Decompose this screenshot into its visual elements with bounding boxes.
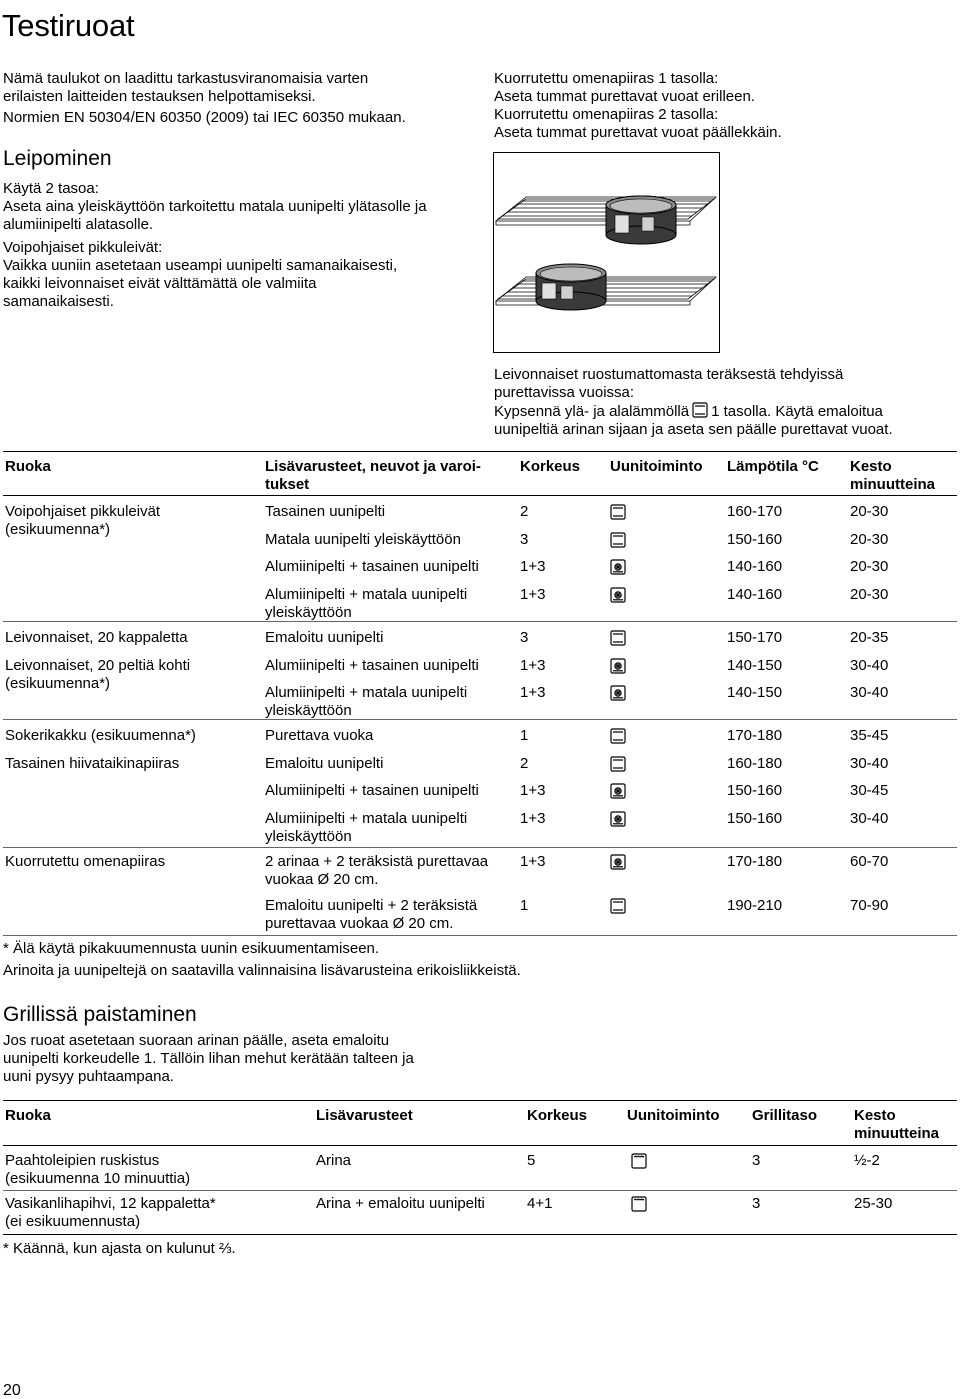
text-line: Aseta tummat purettavat vuoat päällekkäin. xyxy=(494,124,782,141)
table-cell-temp: 160-180 xyxy=(727,755,783,772)
table-cell-food xyxy=(5,755,179,773)
table-cell-accessories: Arina xyxy=(316,1152,352,1169)
cell-line: Paahtoleipien ruskistus xyxy=(5,1152,160,1169)
table-cell-time: 30-40 xyxy=(850,755,889,772)
table-rule xyxy=(3,495,957,496)
table-cell-height: 1 xyxy=(520,727,529,744)
table-cell-time: 20-30 xyxy=(850,531,889,548)
table-cell-food xyxy=(5,1195,216,1231)
cell-line: yleiskäyttöön xyxy=(265,604,352,621)
intro-line: Normien EN 50304/EN 60350 (2009) tai IEC 60350 mukaan. xyxy=(3,109,406,126)
grill-paragraph xyxy=(3,1032,483,1086)
header-line: Kesto xyxy=(854,1107,896,1124)
table-cell-accessories xyxy=(265,727,373,745)
baking-table xyxy=(3,451,957,936)
intro-line: erilaisten laitteiden testauksen helpottamiseksi. xyxy=(3,88,316,105)
table-cell-accessories xyxy=(265,586,467,622)
table-cell-accessories: Arina + emaloitu uunipelti xyxy=(316,1195,485,1212)
table-cell-food xyxy=(5,1152,190,1188)
table-cell-height: 1+3 xyxy=(520,657,546,674)
col-header-height: Korkeus xyxy=(520,458,581,475)
text-line: uuni pysyy puhtaampana. xyxy=(3,1068,174,1085)
table-cell-temp: 190-210 xyxy=(727,897,783,914)
header-line: tukset xyxy=(265,476,310,493)
table-rule xyxy=(3,1190,957,1191)
table-footnote: * Älä käytä pikakuumennusta uunin esikuumentamiseen. xyxy=(3,940,380,957)
cell-line: Tasainen hiivataikinapiiras xyxy=(5,755,180,772)
cell-line: yleiskäyttöön xyxy=(265,702,352,719)
table-cell-food xyxy=(5,629,188,647)
table-rule xyxy=(3,621,957,622)
table-cell-accessories xyxy=(265,503,385,521)
table-cell-height: 5 xyxy=(527,1152,536,1169)
page-title: Testiruoat xyxy=(2,8,135,43)
col-header-food: Ruoka xyxy=(5,458,51,475)
text-line: Aseta tummat purettavat vuoat erilleen. xyxy=(494,88,755,105)
table-cell-temp: 150-160 xyxy=(727,531,783,548)
cell-line: Tasainen uunipelti xyxy=(265,503,386,520)
cell-line: (esikuumenna*) xyxy=(5,675,111,692)
baking-paragraph-1 xyxy=(3,180,478,234)
table-cell-accessories xyxy=(265,531,461,549)
rack-drawing xyxy=(494,153,719,352)
table-cell-time: 30-40 xyxy=(850,684,889,701)
top-bottom-heat-icon xyxy=(610,532,626,548)
table-cell-accessories xyxy=(265,558,479,576)
springform-pan-upper xyxy=(606,196,676,244)
text-line: Vaikka uuniin asetetaan useampi uunipelti samanaikaisesti, xyxy=(3,257,398,274)
text-line xyxy=(494,402,954,421)
table-cell-accessories xyxy=(265,684,467,720)
text-line: uunipeltiä arinan sijaan ja aseta sen päälle purettavat vuoat. xyxy=(494,421,893,438)
col-header-grill-level: Grillitaso xyxy=(752,1107,818,1124)
cell-line: Alumiinipelti + tasainen uunipelti xyxy=(265,657,479,674)
cell-line: 2 arinaa + 2 teräksistä purettavaa xyxy=(265,853,489,870)
col-header-food: Ruoka xyxy=(5,1107,51,1124)
intro-line: Nämä taulukot on laadittu tarkastusviranomaisia varten xyxy=(3,70,369,87)
table-cell-mode xyxy=(610,898,625,913)
text-line: Aseta aina yleiskäyttöön tarkoitettu matala uunipelti ylätasolle ja xyxy=(3,198,427,215)
table-rule xyxy=(3,451,957,452)
table-footnote: Arinoita ja uunipeltejä on saatavilla valinnaisina lisävarusteina erikoisliikkeistä. xyxy=(3,962,521,979)
table-rule xyxy=(3,719,957,720)
table-cell-temp: 160-170 xyxy=(727,503,783,520)
text-line: alumiinipelti alatasolle. xyxy=(3,216,154,233)
cell-line: Emaloitu uunipelti xyxy=(265,629,384,646)
top-bottom-heat-icon xyxy=(610,756,626,772)
top-bottom-heat-icon xyxy=(610,728,626,744)
table-cell-time: 30-45 xyxy=(850,782,889,799)
col-header-height: Korkeus xyxy=(527,1107,588,1124)
table-cell-height: 1+3 xyxy=(520,853,546,870)
table-cell-height: 1+3 xyxy=(520,558,546,575)
col-header-temp: Lämpötila °C xyxy=(727,458,819,475)
table-cell-height: 1+3 xyxy=(520,782,546,799)
table-cell-time: 70-90 xyxy=(850,897,889,914)
hot-air-icon xyxy=(610,783,626,799)
cell-line: purettavaa vuokaa Ø 20 cm. xyxy=(265,915,454,932)
header-line: minuutteina xyxy=(854,1125,939,1142)
cell-line: Emaloitu uunipelti + 2 teräksistä xyxy=(265,897,478,914)
page-number: 20 xyxy=(3,1382,21,1399)
cell-line: Sokerikakku (esikuumenna*) xyxy=(5,727,196,744)
table-cell-height: 1 xyxy=(520,897,529,914)
table-cell-temp: 140-160 xyxy=(727,558,783,575)
table-cell-height: 3 xyxy=(520,531,529,548)
table-rule xyxy=(3,1234,957,1235)
table-cell-temp: 140-160 xyxy=(727,586,783,603)
cell-line: Alumiinipelti + matala uunipelti xyxy=(265,586,468,603)
oven-racks-illustration xyxy=(493,152,720,353)
text-line: Käytä 2 tasoa: xyxy=(3,180,99,197)
table-cell-time: 20-30 xyxy=(850,558,889,575)
section-heading-baking: Leipominen xyxy=(3,147,112,170)
header-line: Lisävarusteet, neuvot ja varoi- xyxy=(265,458,481,475)
table-cell-temp: 170-180 xyxy=(727,853,783,870)
table-cell-mode xyxy=(631,1196,646,1211)
cell-line: Voipohjaiset pikkuleivät xyxy=(5,503,161,520)
hot-air-icon xyxy=(610,559,626,575)
text-line: Jos ruoat asetetaan suoraan arinan päälle, aseta emaloitu xyxy=(3,1032,390,1049)
table-cell-time: 20-30 xyxy=(850,586,889,603)
table-cell-height: 1+3 xyxy=(520,684,546,701)
table-cell-mode xyxy=(610,532,625,547)
table-cell-accessories xyxy=(265,897,477,933)
table-cell-mode xyxy=(610,559,625,574)
baking-paragraph-2 xyxy=(3,239,478,311)
text-line: purettavissa vuoissa: xyxy=(494,384,635,401)
top-bottom-heat-icon xyxy=(692,402,708,418)
table-cell-mode xyxy=(610,783,625,798)
table-cell-temp: 150-170 xyxy=(727,629,783,646)
table-cell-temp: 150-160 xyxy=(727,782,783,799)
table-rule xyxy=(3,847,957,848)
cell-line: Alumiinipelti + matala uunipelti xyxy=(265,684,468,701)
table-cell-height: 3 xyxy=(520,629,529,646)
text-line: samanaikaisesti. xyxy=(3,293,114,310)
cell-line: Purettava vuoka xyxy=(265,727,374,744)
table-cell-time: ½-2 xyxy=(854,1152,880,1169)
table-cell-food xyxy=(5,727,196,745)
grill-table xyxy=(3,1100,957,1240)
table-cell-time: 60-70 xyxy=(850,853,889,870)
table-cell-height: 1+3 xyxy=(520,810,546,827)
top-bottom-heat-icon xyxy=(610,898,626,914)
cell-line: Alumiinipelti + matala uunipelti xyxy=(265,810,468,827)
top-bottom-heat-icon xyxy=(610,630,626,646)
cell-line: Leivonnaiset, 20 kappaletta xyxy=(5,629,188,646)
springform-pan-lower xyxy=(536,264,606,310)
hot-air-icon xyxy=(610,587,626,603)
cell-line: Vasikanlihapihvi, 12 kappaletta* xyxy=(5,1195,216,1212)
table-cell-height: 2 xyxy=(520,755,529,772)
table-rule xyxy=(3,1100,957,1101)
table-cell-temp: 170-180 xyxy=(727,727,783,744)
grill-footnote: * Käännä, kun ajasta on kulunut ⅔. xyxy=(3,1240,236,1257)
col-header-time xyxy=(850,458,935,494)
table-cell-time: 25-30 xyxy=(854,1195,893,1212)
table-cell-mode xyxy=(631,1153,646,1168)
cell-line: vuokaa Ø 20 cm. xyxy=(265,871,379,888)
text-line: kaikki leivonnaiset eivät välttämättä ole valmiita xyxy=(3,275,317,292)
springform-note xyxy=(494,366,954,439)
text-fragment: 1 tasolla. Käytä emaloitua xyxy=(711,403,883,420)
table-rule xyxy=(3,935,957,936)
table-cell-temp: 140-150 xyxy=(727,657,783,674)
cell-line: yleiskäyttöön xyxy=(265,828,352,845)
hot-air-icon xyxy=(610,658,626,674)
text-line: Voipohjaiset pikkuleivät: xyxy=(3,239,163,256)
table-cell-accessories xyxy=(265,810,467,846)
table-cell-accessories xyxy=(265,657,479,675)
table-cell-time: 30-40 xyxy=(850,810,889,827)
apple-pie-instructions xyxy=(494,70,954,142)
table-cell-mode xyxy=(610,728,625,743)
table-cell-time: 35-45 xyxy=(850,727,889,744)
cell-line: (esikuumenna 10 minuuttia) xyxy=(5,1170,191,1187)
text-line: uunipelti korkeudelle 1. Tällöin lihan mehut kerätään talteen ja xyxy=(3,1050,414,1067)
table-cell-temp: 140-150 xyxy=(727,684,783,701)
text-line: Kuorrutettu omenapiiras 1 tasolla: xyxy=(494,70,719,87)
table-cell-mode xyxy=(610,504,625,519)
text-fragment: Kypsennä ylä- ja alalämmöllä xyxy=(494,403,690,420)
cell-line: Alumiinipelti + tasainen uunipelti xyxy=(265,558,479,575)
table-cell-time: 30-40 xyxy=(850,657,889,674)
table-cell-height: 1+3 xyxy=(520,586,546,603)
text-line: Kuorrutettu omenapiiras 2 tasolla: xyxy=(494,106,719,123)
table-rule xyxy=(3,1145,957,1146)
table-cell-height: 2 xyxy=(520,503,529,520)
intro-text xyxy=(3,70,473,127)
table-cell-mode xyxy=(610,587,625,602)
cell-line: (esikuumenna*) xyxy=(5,521,111,538)
table-cell-mode xyxy=(610,685,625,700)
table-cell-mode xyxy=(610,658,625,673)
grill-icon xyxy=(631,1153,647,1169)
hot-air-icon xyxy=(610,854,626,870)
table-cell-accessories xyxy=(265,629,383,647)
table-cell-time: 20-30 xyxy=(850,503,889,520)
table-cell-accessories xyxy=(265,853,488,889)
header-line: Kesto xyxy=(850,458,892,475)
cell-line: Kuorrutettu omenapiiras xyxy=(5,853,166,870)
hot-air-icon xyxy=(610,685,626,701)
table-cell-mode xyxy=(610,756,625,771)
table-cell-food xyxy=(5,853,165,871)
cell-line: Leivonnaiset, 20 peltiä kohti xyxy=(5,657,191,674)
col-header-mode: Uunitoiminto xyxy=(610,458,703,475)
col-header-accessories xyxy=(265,458,481,494)
table-cell-food xyxy=(5,503,160,539)
cell-line: Alumiinipelti + tasainen uunipelti xyxy=(265,782,479,799)
header-line: minuutteina xyxy=(850,476,935,493)
table-cell-mode xyxy=(610,630,625,645)
grill-icon xyxy=(631,1196,647,1212)
table-cell-grill-level: 3 xyxy=(752,1152,761,1169)
hot-air-icon xyxy=(610,811,626,827)
table-cell-accessories xyxy=(265,782,479,800)
table-cell-time: 20-35 xyxy=(850,629,889,646)
cell-line: (ei esikuumennusta) xyxy=(5,1213,141,1230)
top-bottom-heat-icon xyxy=(610,504,626,520)
col-header-mode: Uunitoiminto xyxy=(627,1107,720,1124)
cell-line: Emaloitu uunipelti xyxy=(265,755,384,772)
col-header-accessories: Lisävarusteet xyxy=(316,1107,413,1124)
col-header-time xyxy=(854,1107,939,1143)
table-cell-accessories xyxy=(265,755,383,773)
text-line: Leivonnaiset ruostumattomasta teräksestä tehdyissä xyxy=(494,366,844,383)
table-cell-grill-level: 3 xyxy=(752,1195,761,1212)
cell-line: Matala uunipelti yleiskäyttöön xyxy=(265,531,461,548)
table-cell-food xyxy=(5,657,190,693)
table-cell-mode xyxy=(610,811,625,826)
table-cell-mode xyxy=(610,854,625,869)
table-cell-height: 4+1 xyxy=(527,1195,553,1212)
section-heading-grill: Grillissä paistaminen xyxy=(3,1003,197,1026)
table-cell-temp: 150-160 xyxy=(727,810,783,827)
